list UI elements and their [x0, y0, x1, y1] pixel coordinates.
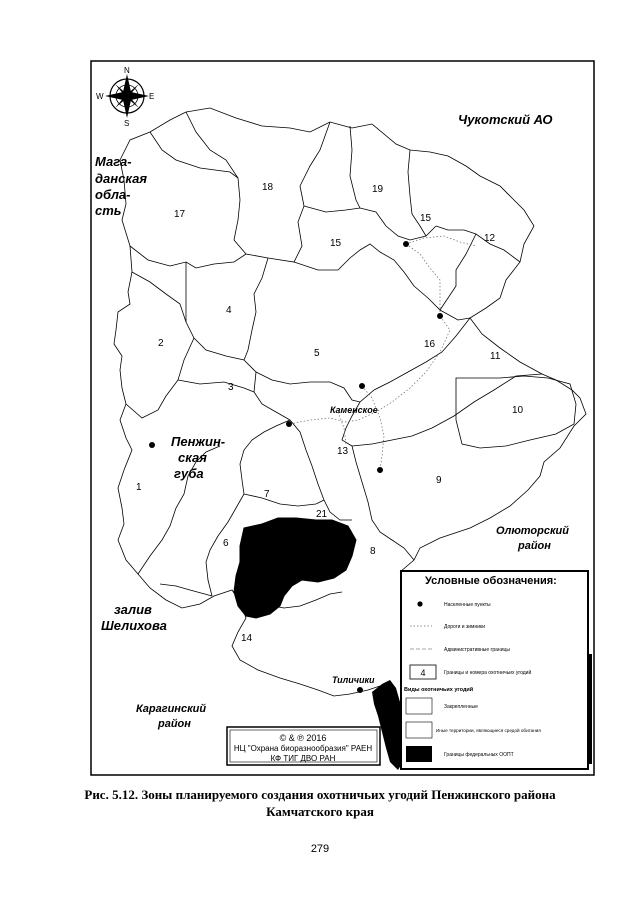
settlement-point [437, 313, 443, 319]
svg-text:район: район [518, 540, 551, 552]
page-number: 279 [310, 843, 330, 855]
tilichiki-label: Тиличики [332, 675, 375, 685]
zone-number: 10 [512, 405, 524, 416]
figure-caption [60, 786, 580, 820]
zone-number: 11 [490, 351, 501, 362]
svg-text:Пенжин-: Пенжин- [171, 434, 226, 449]
legend-types-heading: Виды охотничьих угодий [404, 687, 474, 693]
svg-text:залив: залив [114, 602, 152, 617]
compass-e-label: E [149, 92, 155, 101]
zone-number: 14 [241, 633, 253, 644]
svg-text:Карагинский: Карагинский [136, 703, 207, 715]
zone-number: 13 [337, 446, 349, 457]
caption-line1: Рис. 5.12. Зоны планируемого создания охотничьих угодий Пенжинского района [84, 787, 556, 802]
copyright-line1: © & ℗ 2016 [279, 733, 327, 743]
legend-settlement-symbol [417, 601, 422, 606]
copyright-line3: КФ ТИГ ДВО РАН [270, 754, 336, 763]
caption-line2: Камчатского края [266, 804, 374, 819]
settlement-point [377, 467, 383, 473]
settlement-point [149, 442, 155, 448]
zone-number: 8 [370, 546, 376, 557]
zone-number: 9 [436, 475, 442, 486]
legend-other-label: Иные территории, являющиеся средой обитания [436, 728, 541, 733]
settlement-point [286, 421, 292, 427]
kamenskoe-label: Каменское [330, 405, 378, 415]
legend-title: Условные обозначения: [425, 575, 557, 587]
zone-number: 18 [262, 182, 274, 193]
settlement-point [403, 241, 409, 247]
legend-oopt-label: Границы федеральных ООПТ [444, 752, 514, 758]
zone-number: 6 [223, 538, 229, 549]
zone-number: 16 [424, 339, 436, 350]
legend-assigned-label: Закрепленные [444, 704, 478, 710]
settlement-point [357, 687, 363, 693]
compass-n-label: N [124, 66, 130, 75]
compass-s-label: S [124, 119, 130, 128]
svg-text:Шелихова: Шелихова [101, 618, 167, 633]
legend-oopt-symbol [406, 746, 432, 762]
copyright-line2: НЦ "Охрана биоразнообразия" РАЕН [233, 744, 373, 753]
zone-number: 2 [158, 338, 164, 349]
legend-admin-label: Административные границы [444, 647, 510, 653]
zone-number: 19 [372, 184, 384, 195]
legend [401, 571, 588, 769]
svg-text:Мага-: Мага- [95, 154, 132, 169]
zone-number: 5 [314, 348, 320, 359]
legend-hunting-number: 4 [420, 668, 426, 678]
svg-text:обла-: обла- [95, 187, 131, 202]
compass-w-label: W [96, 92, 104, 101]
svg-text:сть: сть [95, 203, 122, 218]
legend-assigned-symbol [406, 698, 432, 714]
legend-settlements-label: Населенные пункты [444, 602, 491, 608]
zone-number: 15 [330, 238, 342, 249]
zone-number: 15 [420, 213, 432, 224]
legend-hunting-label: Границы и номера охотничьих угодий [444, 670, 532, 676]
zone-number: 4 [226, 305, 232, 316]
settlement-point [359, 383, 365, 389]
svg-text:губа: губа [174, 466, 204, 481]
svg-text:ская: ская [178, 450, 207, 465]
zone-number: 12 [484, 233, 496, 244]
chukotka-label: Чукотский АО [458, 112, 553, 127]
zone-number: 7 [264, 489, 270, 500]
svg-text:район: район [158, 718, 191, 730]
copyright-box [227, 727, 380, 765]
legend-other-symbol [406, 722, 432, 738]
legend-roads-label: Дороги и зимники [444, 624, 486, 630]
svg-text:данская: данская [95, 171, 147, 186]
zone-number: 1 [136, 482, 142, 493]
zone-number: 3 [228, 382, 234, 393]
zone-number: 17 [174, 209, 186, 220]
zone-number: 21 [316, 509, 328, 520]
svg-text:Олюторский: Олюторский [496, 525, 569, 537]
